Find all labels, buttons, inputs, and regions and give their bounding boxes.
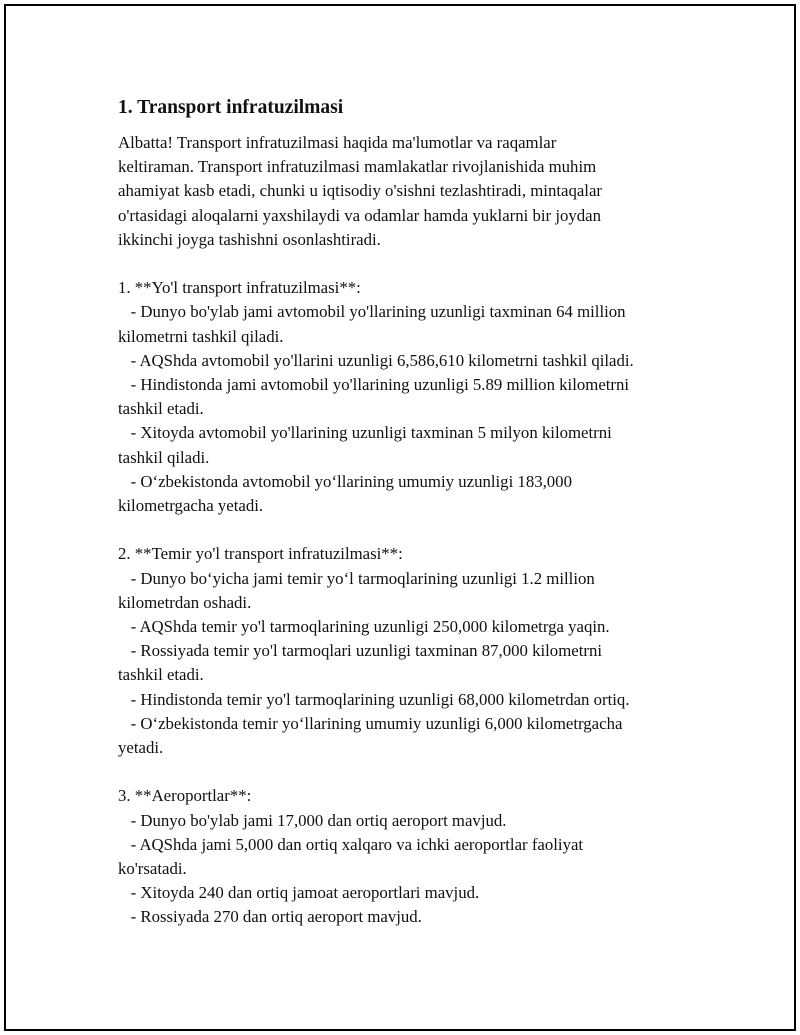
list-item: tashkil etadi. [118, 399, 204, 419]
list-item: - Hindistonda temir yo'l tarmoqlarining uzunligi 68,000 kilometrdan ortiq. [118, 689, 630, 709]
section-road-transport [118, 276, 718, 518]
list-item: tashkil qiladi. [118, 447, 210, 467]
list-item: yetadi. [118, 738, 164, 758]
list-item: - Rossiyada temir yo'l tarmoqlari uzunligi taxminan 87,000 kilometrni [118, 641, 603, 661]
intro-line: ikkinchi joyga tashishni osonlashtiradi. [118, 229, 381, 249]
document-body [118, 96, 718, 954]
list-item: - Dunyo bo‘yicha jami temir yo‘l tarmoqlarining uzunligi 1.2 million [118, 568, 595, 588]
list-item: - Xitoyda 240 dan ortiq jamoat aeroportlari mavjud. [118, 883, 480, 903]
section-title: 2. **Temir yo'l transport infratuzilmasi**: [118, 544, 403, 564]
list-item: ko'rsatadi. [118, 859, 187, 879]
list-item: tashkil etadi. [118, 665, 204, 685]
section-rail-transport [118, 542, 718, 760]
intro-line: keltiraman. Transport infratuzilmasi mamlakatlar rivojlanishida muhim [118, 157, 597, 177]
list-item: - AQShda avtomobil yo'llarini uzunligi 6,586,610 kilometrni tashkil qiladi. [118, 350, 634, 370]
intro-paragraph [118, 131, 718, 252]
section-title: 1. **Yo'l transport infratuzilmasi**: [118, 278, 361, 298]
list-item: kilometrgacha yetadi. [118, 496, 264, 516]
intro-line: ahamiyat kasb etadi, chunki u iqtisodiy o'sishni tezlashtiradi, mintaqalar [118, 181, 602, 201]
document-heading: 1. Transport infratuzilmasi [118, 97, 344, 118]
list-item: kilometrni tashkil qiladi. [118, 326, 284, 346]
list-item: - O‘zbekistonda temir yo‘llarining umumiy uzunligi 6,000 kilometrgacha [118, 713, 623, 733]
list-item: - Hindistonda jami avtomobil yo'llarining uzunligi 5.89 million kilometrni [118, 375, 630, 395]
list-item: - Dunyo bo'ylab jami avtomobil yo'llarining uzunligi taxminan 64 million [118, 302, 626, 322]
list-item: - O‘zbekistonda avtomobil yo‘llarining umumiy uzunligi 183,000 [118, 471, 572, 491]
list-item: - Rossiyada 270 dan ortiq aeroport mavjud. [118, 907, 422, 927]
list-item: kilometrdan oshadi. [118, 592, 252, 612]
intro-line: Albatta! Transport infratuzilmasi haqida ma'lumotlar va raqamlar [118, 133, 557, 152]
list-item: - AQShda jami 5,000 dan ortiq xalqaro va ichki aeroportlar faoliyat [118, 834, 584, 854]
section-title: 3. **Aeroportlar**: [118, 786, 252, 806]
section-airports [118, 784, 718, 929]
list-item: - Dunyo bo'ylab jami 17,000 dan ortiq aeroport mavjud. [118, 810, 507, 830]
list-item: - AQShda temir yo'l tarmoqlarining uzunligi 250,000 kilometrga yaqin. [118, 617, 610, 637]
intro-line: o'rtasidagi aloqalarni yaxshilaydi va odamlar hamda yuklarni bir joydan [118, 205, 602, 225]
list-item: - Xitoyda avtomobil yo'llarining uzunligi taxminan 5 milyon kilometrni [118, 423, 612, 443]
